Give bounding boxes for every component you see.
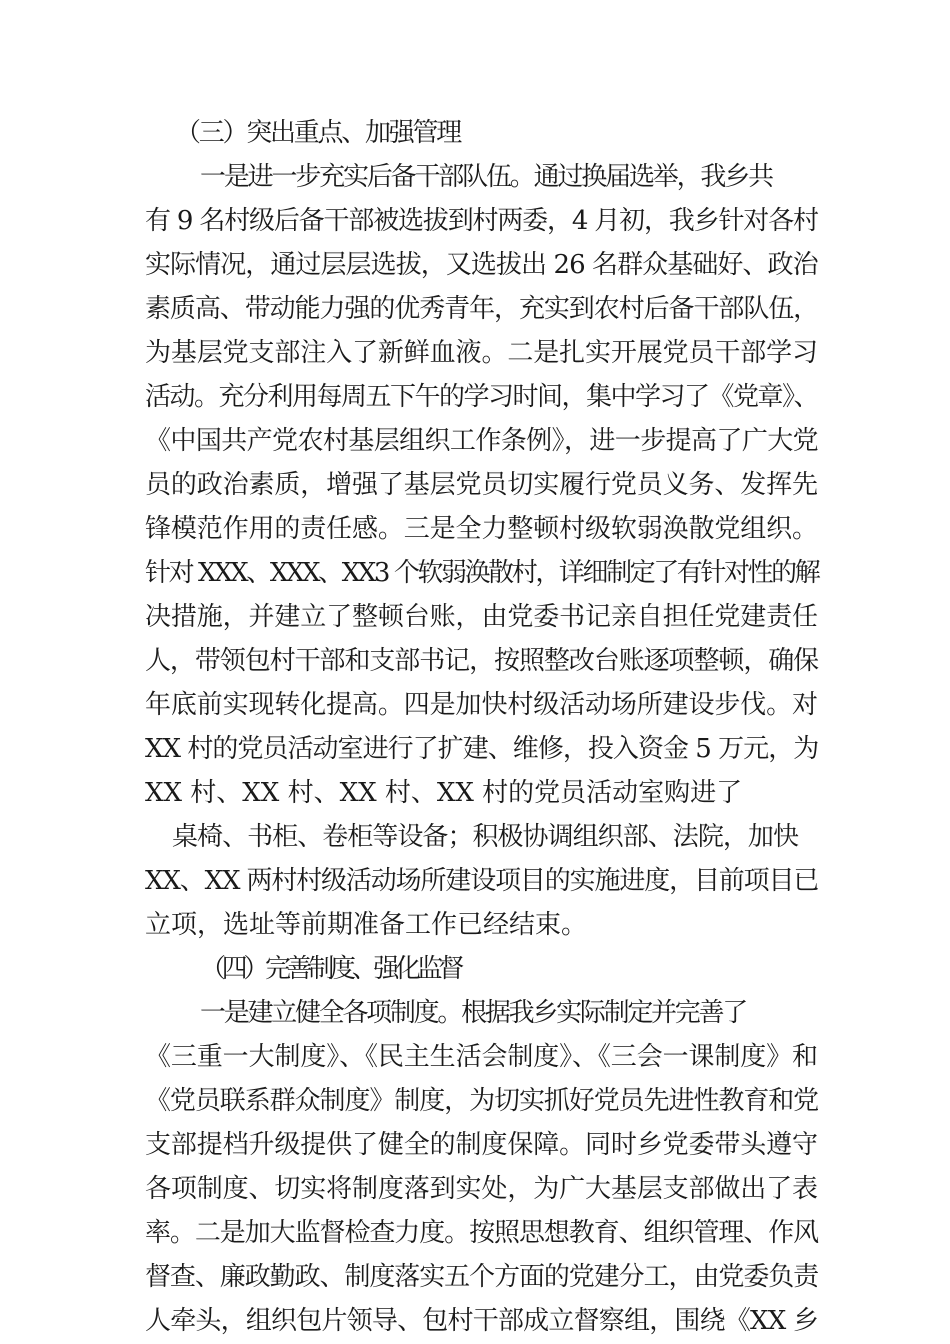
paragraph-line: 锋模范作用的责任感。三是全力整顿村级软弱涣散党组织。 (145, 514, 818, 544)
paragraph-line: 率。二是加大监督检查力度。按照思想教育、组织管理、作风 (145, 1218, 819, 1248)
paragraph-line: 桌椅、书柜、卷柜等设备；积极协调组织部、法院，加快 (172, 822, 799, 852)
paragraph-line: 针对 XXX、XXX、XX3 个软弱涣散村，详细制定了有针对性的解 (145, 558, 819, 588)
paragraph-line: 《中国共产党农村基层组织工作条例》，进一步提高了广大党 (145, 426, 819, 456)
paragraph-line: 支部提档升级提供了健全的制度保障。同时乡党委带头遵守 (145, 1130, 818, 1160)
paragraph-line: 《党员联系群众制度》制度，为切实抓好党员先进性教育和党 (145, 1086, 819, 1116)
paragraph-line: 《三重一大制度》、《民主生活会制度》、《三会一课制度》和 (145, 1042, 818, 1072)
paragraph-line: 决措施，并建立了整顿台账，由党委书记亲自担任党建责任 (145, 602, 818, 632)
paragraph-line: 一是进一步充实后备干部队伍。通过换届选举，我乡共 (200, 162, 772, 192)
paragraph-line: XX、XX 两村村级活动场所建设项目的实施进度，目前项目已 (145, 866, 819, 896)
paragraph-line: 有 9 名村级后备干部被选拔到村两委，4 月初，我乡针对各村 (145, 206, 818, 236)
paragraph-line: 素质高、带动能力强的优秀青年，充实到农村后备干部队伍， (145, 294, 819, 324)
paragraph-line: 为基层党支部注入了新鲜血液。二是扎实开展党员干部学习 (145, 338, 818, 368)
paragraph-line: 活动。充分利用每周五下午的学习时间，集中学习了《党章》、 (145, 382, 819, 412)
paragraph-line: 立项，选址等前期准备工作已经结束。 (145, 910, 588, 940)
paragraph-line: 年底前实现转化提高。四是加快村级活动场所建设步伐。对 (145, 690, 818, 720)
paragraph-line: XX 村、XX 村、XX 村、XX 村的党员活动室购进了 (145, 778, 743, 808)
section-heading-3: （三）突出重点、加强管理 (175, 118, 461, 148)
paragraph-line: 员的政治素质，增强了基层党员切实履行党员义务、发挥先 (145, 470, 818, 500)
paragraph-line: XX 村的党员活动室进行了扩建、维修，投入资金 5 万元，为 (145, 734, 819, 764)
paragraph-line: 各项制度、切实将制度落到实处，为广大基层支部做出了表 (145, 1174, 818, 1204)
section-heading-4: （四）完善制度、强化监督 (200, 954, 461, 984)
paragraph-line: 督查、廉政勤政、制度落实五个方面的党建分工，由党委负责 (145, 1262, 819, 1292)
paragraph-line: 人，带领包村干部和支部书记，按照整改台账逐项整顿，确保 (145, 646, 819, 676)
paragraph-line: 一是建立健全各项制度。根据我乡实际制定并完善了 (200, 998, 747, 1028)
paragraph-line: 人牵头，组织包片领导、包村干部成立督察组，围绕《XX 乡 (145, 1306, 819, 1336)
paragraph-line: 实际情况，通过层层选拔，又选拔出 26 名群众基础好、政治 (145, 250, 818, 280)
